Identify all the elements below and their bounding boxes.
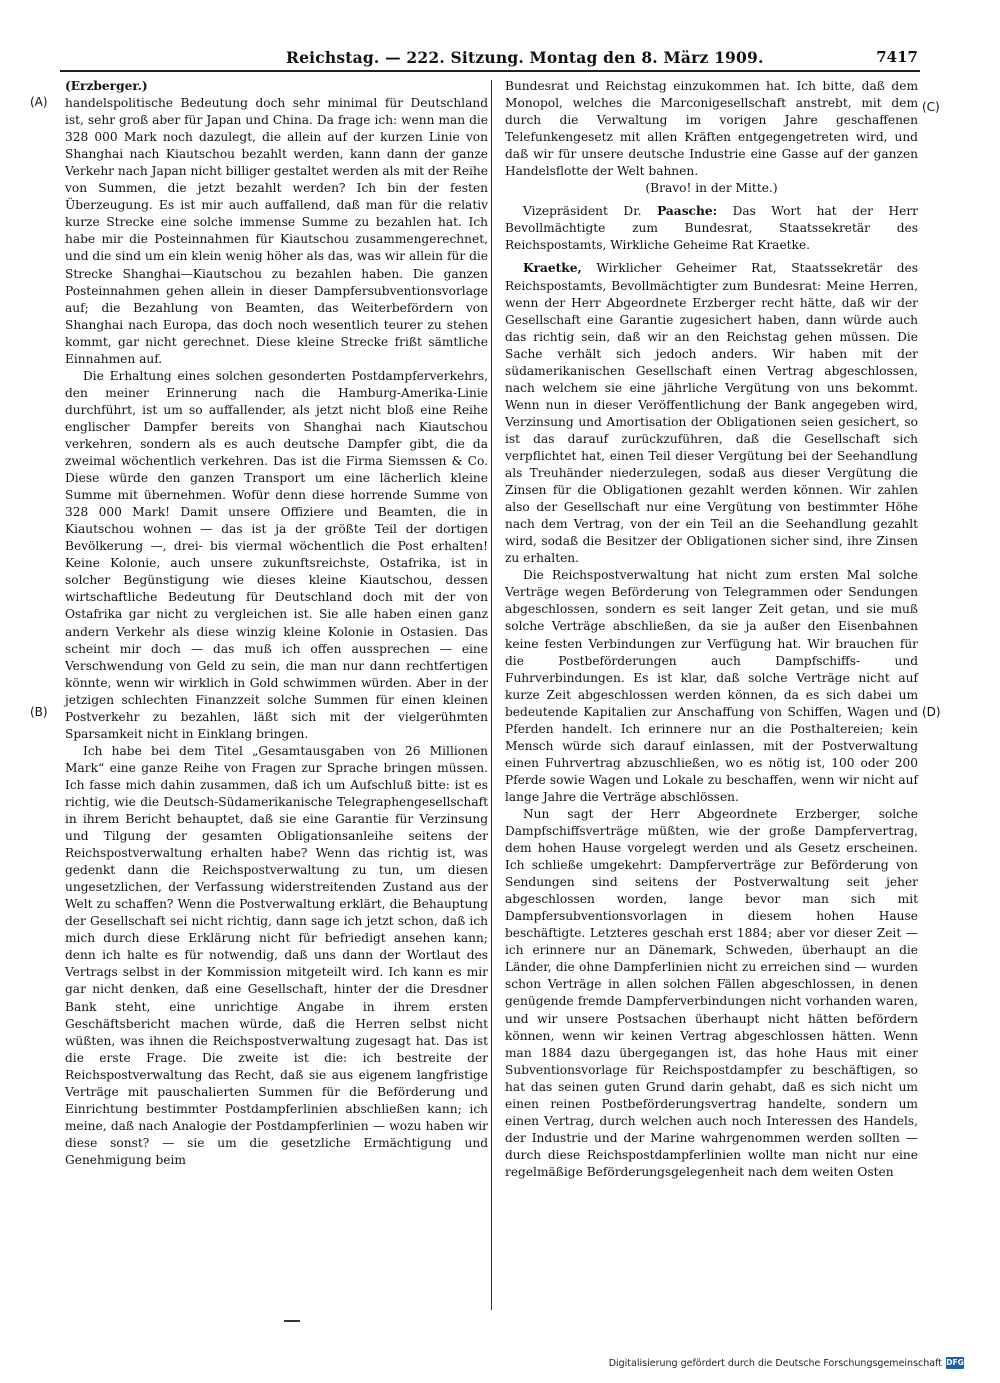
- right-column: [505, 78, 918, 1181]
- left-paragraph: Die Erhaltung eines solchen gesonderten Postdampferverkehrs, den meiner Erinnerung nach die Hamburg-Amerika-Linie durchführt, ist um so auffallender, als jetzt nicht bloß eine Reihe englischer Dampfer bereits von Shanghai nach Kiautschou verkehren, sondern als es auch deutsche Dampfer gibt, die da zweimal wöchentlich verkehren. Das ist die Firma Siemssen & Co. Diese würde den ganzen Transport um eine lächerlich kleine Summe mit übernehmen. Wofür denn diese horrende Summe von 328 000 Mark! Damit unsere Offiziere und Beamten, die in Kiautschou wohnen — das ist ja der größte Teil der dortigen Bevölkerung —, drei- bis viermal wöchentlich die Post erhalten! Keine Kolonie, auch unsere zukunftsreichste, Ostafrika, ist in solcher Begünstigung wie dieses kleine Kiautschou, dessen wirtschaftliche Bedeutung für Deutschland doch mit der von Ostafrika gar nicht zu vergleichen ist. Sie alle haben einen ganz andern Verkehr als diese winzig kleine Kolonie in Ostasien. Das scheint mir doch — das muß ich offen aussprechen — eine Verschwendung von Geld zu sein, die man nur dann rechtfertigen könnte, wenn wir wirklich in Gold schwimmen würden. Aber in der jetzigen schlechten Finanzzeit solche Summen für einen kleinen Postverkehr zu bezahlen, läßt sich mit der vielgerühmten Sparsamkeit nicht in Einklang bringen.: [65, 368, 488, 741]
- speech-text: Wirklicher Geheimer Rat, Staatssekretär des Reichspostamts, Bevollmächtigter zum Bundesrat: Meine Herren, wenn der Herr Abgeordnete Erzberger recht hätte, daß wir der Gesellschaft eine Garantie zugesichert haben, dann würde auch das richtig sein, daß wir an den Reichstag gehen müssen. Die Sache verhält sich jedoch anders. Wir haben mit der südamerikanischen Gesellschaft einen Vertrag abgeschlossen, nach welchem sie eine jährliche Vergütung von uns bekommt. Wenn nun in dieser Veröffentlichung der Bank angegeben wird, Verzinsung und Amortisation der Obligationen seien gesichert, so ist das darauf zurückzuführen, daß die Gesellschaft sich verpflichtet hat, einen Teil dieser Vergütung bei der Seehandlung als Treuhänder niederzulegen, sodaß aus dieser Vergütung die Zinsen für die Obligationen gezahlt werden können. Wir zahlen also der Gesellschaft nur eine Vergütung von bestimmter Höhe nach dem Vertrag, von der ein Teil an die Seehandlung gezahlt wird, sodaß die Besitzer der Obligationen sicher sind, ihre Zinsen zu erhalten.: [505, 261, 918, 566]
- speaker-tag: (Erzberger.): [65, 79, 148, 93]
- right-paragraph: Nun sagt der Herr Abgeordnete Erzberger, solche Dampfschiffsverträge müßten, wie der große Dampfervertrag, dem hohen Hause vorgelegt werden und als Gesetz erscheinen. Ich schließe umgekehrt: Dampferverträge zur Beförderung von Sendungen sind seitens der Postverwaltung seit jeher abgeschlossen worden, lange bevor man sich mit Dampfersubventionsvorlagen in diesem hohen Hause beschäftigte. Letzteres geschah erst 1884; aber vor dieser Zeit — ich erinnere nur an Dänemark, Schweden, überhaupt an die Länder, die ohne Dampferlinien nicht zu erreichen sind — wurden schon Verträge in allen solchen Fällen abgeschlossen, in denen genügende fremde Dampferverbindungen nicht vorhanden waren, und wir unsere Postsachen überhaupt nicht hätten befördern können, wenn wir keinen Vertrag abgeschlossen hätten. Wenn man 1884 dazu übergegangen ist, das hohe Haus mit einer Subventionsvorlage für Reichspostdampfer zu beschäftigen, so hat das seinen guten Grund darin gehabt, daß es sich nicht um einen reinen Postbeförderungsvertrag handelte, sondern um einen Vertrag, durch welchen auch noch Interessen des Handels, der Industrie und der Marine wahrgenommen werden sollten — durch diese Reichspostdampferlinien wollte man nicht nur eine regelmäßige Beförderungsgelegenheit nach dem weiten Osten: [505, 806, 918, 1179]
- margin-mark-c: (C): [922, 100, 940, 114]
- right-paragraph: [505, 260, 918, 567]
- margin-mark-d: (D): [922, 705, 941, 719]
- page-header: [60, 42, 920, 72]
- speaker-name: Kraetke,: [523, 261, 582, 276]
- left-paragraph: handelspolitische Bedeutung doch sehr minimal für Deutschland ist, sehr groß aber für Japan und China. Da frage ich: wenn man die 328 000 Mark noch dazulegt, die allein auf der kurzen Linie von Shanghai nach Kiautschou bezahlt werden, kann dann der ganze Verkehr nach Japan nicht billiger gestaltet werden als mit der Reihe von Summen, die jetzt bezahlt werden? Ich bin der festen Überzeugung. Es ist mir auch auffallend, daß man für die relativ kurze Strecke eine solche immense Summe zu bezahlen hat. Ich habe mir die Posteinnahmen für Kiautschou zusammengerechnet, und die sind um ein klein wenig höher als das, was wir allein für die Strecke Shanghai—Kiautschou zu bezahlen haben. Die ganzen Posteinnahmen gehen allein in dieser Dampfersubventionsvorlage auf; die Bezahlung von Beamten, das Weiterbefördern von Shanghai nach Europa, das doch noch wesentlich teurer zu stehen kommt, gar nicht gerechnet. Diese kleine Strecke frißt sämtliche Einnahmen auf.: [65, 96, 488, 366]
- left-column: [65, 78, 488, 1169]
- page-number: 7417: [876, 48, 918, 66]
- speech-text: Das Wort hat der Herr Bevollmächtigte zum Bundesrat, Staatssekretär des Reichspostamts, Wirkliche Geheime Rat Kraetke.: [505, 204, 918, 253]
- right-paragraph: Bundesrat und Reichstag einzukommen hat. Ich bitte, daß dem Monopol, welches die Marconigesellschaft anstrebt, mit dem durch die Verwaltung im vorigen Jahre geschaffenen Telefunkengesetz mit allen Kräften entgegengetreten wird, und daß wir für unsere deutsche Industrie eine Gasse auf der ganzen Handelsflotte der Welt bahnen.: [505, 79, 918, 179]
- running-title: Reichstag. — 222. Sitzung. Montag den 8. März 1909.: [286, 48, 764, 67]
- footer-credit: [609, 1357, 964, 1369]
- speaker-name: Paasche:: [657, 204, 718, 219]
- right-paragraph: Die Reichspostverwaltung hat nicht zum ersten Mal solche Verträge wegen Beförderung von Telegrammen oder Sendungen abgeschlossen, sondern es seit langer Zeit getan, und sie muß solche Verträge abschließen, da sie ja außer den Eisenbahnen keine festen Verbindungen zur Verfügung hat. Wir brauchen für die Postbeförderungen auch Dampfschiffs- und Fuhrverbindungen. Es ist klar, daß solche Verträge nicht auf kurze Zeit abgeschlossen werden können, da es sich dabei um bedeutende Kapitalien zur Anschaffung von Schiffen, Wagen und Pferden handelt. Ich erinnere nur an die Posthaltereien; kein Mensch würde sich darauf einlassen, mit der Postverwaltung einen Fuhrvertrag abzuschließen, wo es nötig ist, 100 oder 200 Pferde sowie Wagen und Lokale zu beschaffen, wenn wir nicht auf lange Jahre die Verträge abschlössen.: [505, 568, 918, 804]
- applause-note: (Bravo! in der Mitte.): [645, 181, 778, 196]
- speaker-title: Vizepräsident Dr.: [523, 204, 658, 219]
- right-paragraph: [505, 203, 918, 254]
- dfg-logo-icon: DFG: [946, 1358, 964, 1367]
- header-rule: [60, 70, 920, 72]
- column-divider: [491, 80, 492, 1310]
- margin-mark-a: (A): [30, 95, 48, 109]
- margin-mark-b: (B): [30, 705, 48, 719]
- footer-credit-text: Digitalisierung gefördert durch die Deutsche Forschungsgemeinschaft: [608, 1357, 942, 1369]
- left-paragraph: Ich habe bei dem Titel „Gesamtausgaben von 26 Millionen Mark“ eine ganze Reihe von Fragen zur Sprache bringen müssen. Ich fasse mich dahin zusammen, daß ich um Aufschluß bitte: ist es richtig, wie die Deutsch-Südamerikanische Telegraphengesellschaft in ihrem Bericht behauptet, daß sie eine Garantie für Verzinsung und Tilgung der gesamten Obligationsanleihe seitens der Reichspostverwaltung erhalten habe? Wenn das richtig ist, was gedenkt dann die Reichspostverwaltung zu tun, um diesen ungesetzlichen, der Verfassung widerstreitenden Zustand aus der Welt zu schaffen? Wenn die Postverwaltung erklärt, die Behauptung der Gesellschaft sei nicht richtig, dann sage ich jetzt schon, daß ich mich durch diese Erklärung nicht für befriedigt ansehen kann; denn ich halte es für notwendig, daß uns dann der Wortlaut des Vertrags selbst in der Kommission mitgeteilt wird. Ich kann es mir gar nicht denken, daß eine Gesellschaft, hinter der die Dresdner Bank steht, eine unrichtige Angabe in ihrem ersten Geschäftsbericht machen würde, daß die Herren selbst nicht wüßten, was ihnen die Reichspostverwaltung zugesagt hat. Das ist die erste Frage. Die zweite ist die: ich bestreite der Reichspostverwaltung das Recht, daß sie aus eigenem langfristige Verträge mit pauschalierten Summen für die Beförderung und Einrichtung bestimmter Postdampferlinien abschließen kann; ich meine, daß nach Analogie der Postdampferlinien — wozu haben wir diese sonst? — sie um die gesetzliche Ermächtigung und Genehmigung beim: [65, 743, 488, 1167]
- bottom-dash: [284, 1320, 300, 1322]
